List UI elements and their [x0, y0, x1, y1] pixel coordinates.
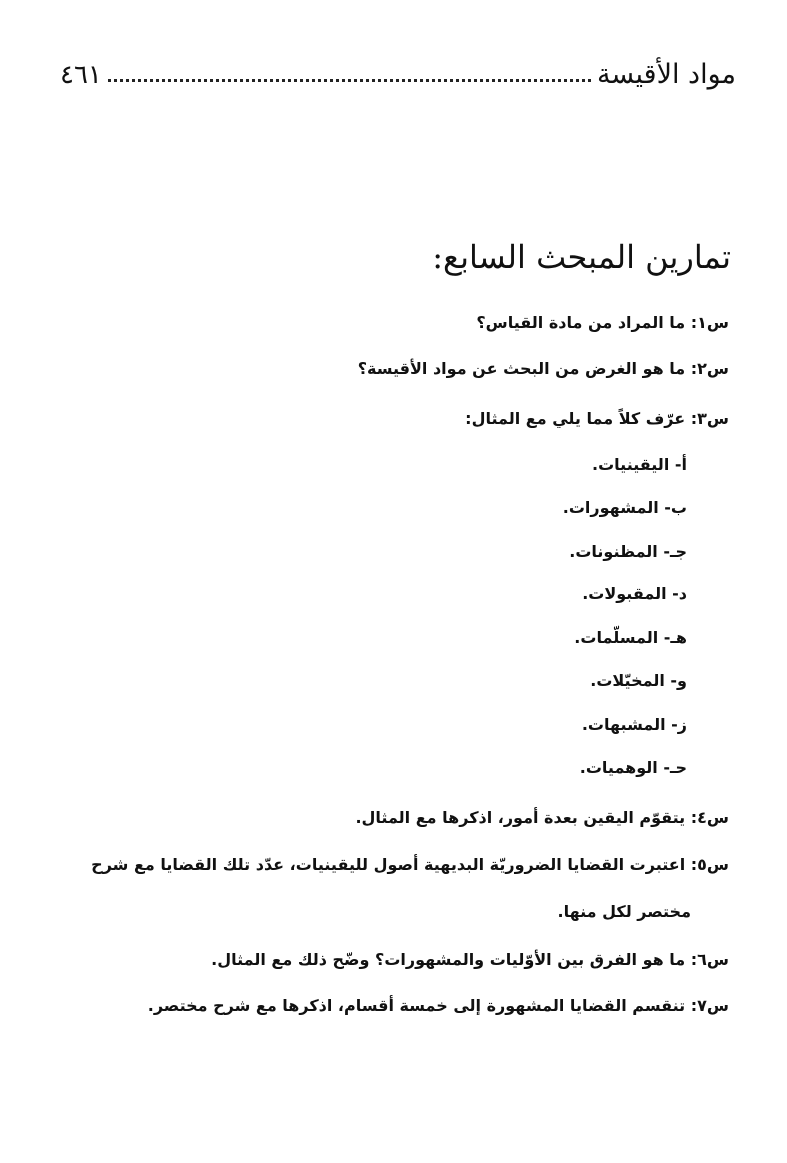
question-5-continuation: مختصر لكل منها. [557, 902, 691, 921]
option-a: أ- اليقينيات. [592, 455, 687, 474]
page-header [60, 38, 736, 88]
question-2: س٢: ما هو الغرض من البحث عن مواد الأقيسة؟ [357, 359, 729, 378]
header-title: مواد الأقيسة [596, 59, 736, 90]
option-c: جـ- المظنونات. [569, 542, 687, 561]
question-3: س٣: عرّف كلاً مما يلي مع المثال: [465, 409, 729, 428]
question-6: س٦: ما هو الفرق بين الأوّليات والمشهورات؟ وضّح ذلك مع المثال. [211, 950, 729, 969]
header-dot-leader [108, 79, 591, 82]
option-b: ب- المشهورات. [562, 498, 687, 517]
page-number: ٤٦١ [60, 60, 102, 90]
question-4: س٤: يتقوّم اليقين بعدة أمور، اذكرها مع المثال. [355, 808, 729, 827]
section-title: تمارين المبحث السابع: [432, 238, 731, 276]
question-1: س١: ما المراد من مادة القياس؟ [476, 313, 729, 332]
option-e: هـ- المسلّمات. [574, 628, 687, 647]
question-5: س٥: اعتبرت القضايا الضروريّة البديهية أصول لليقينيات، عدّد تلك القضايا مع شرح [91, 855, 729, 874]
option-g: ز- المشبهات. [581, 715, 687, 734]
question-7: س٧: تنقسم القضايا المشهورة إلى خمسة أقسام، اذكرها مع شرح مختصر. [147, 996, 729, 1015]
option-f: و- المخيّلات. [590, 671, 687, 690]
option-d: د- المقبولات. [582, 584, 687, 603]
option-h: حـ- الوهميات. [579, 758, 687, 777]
